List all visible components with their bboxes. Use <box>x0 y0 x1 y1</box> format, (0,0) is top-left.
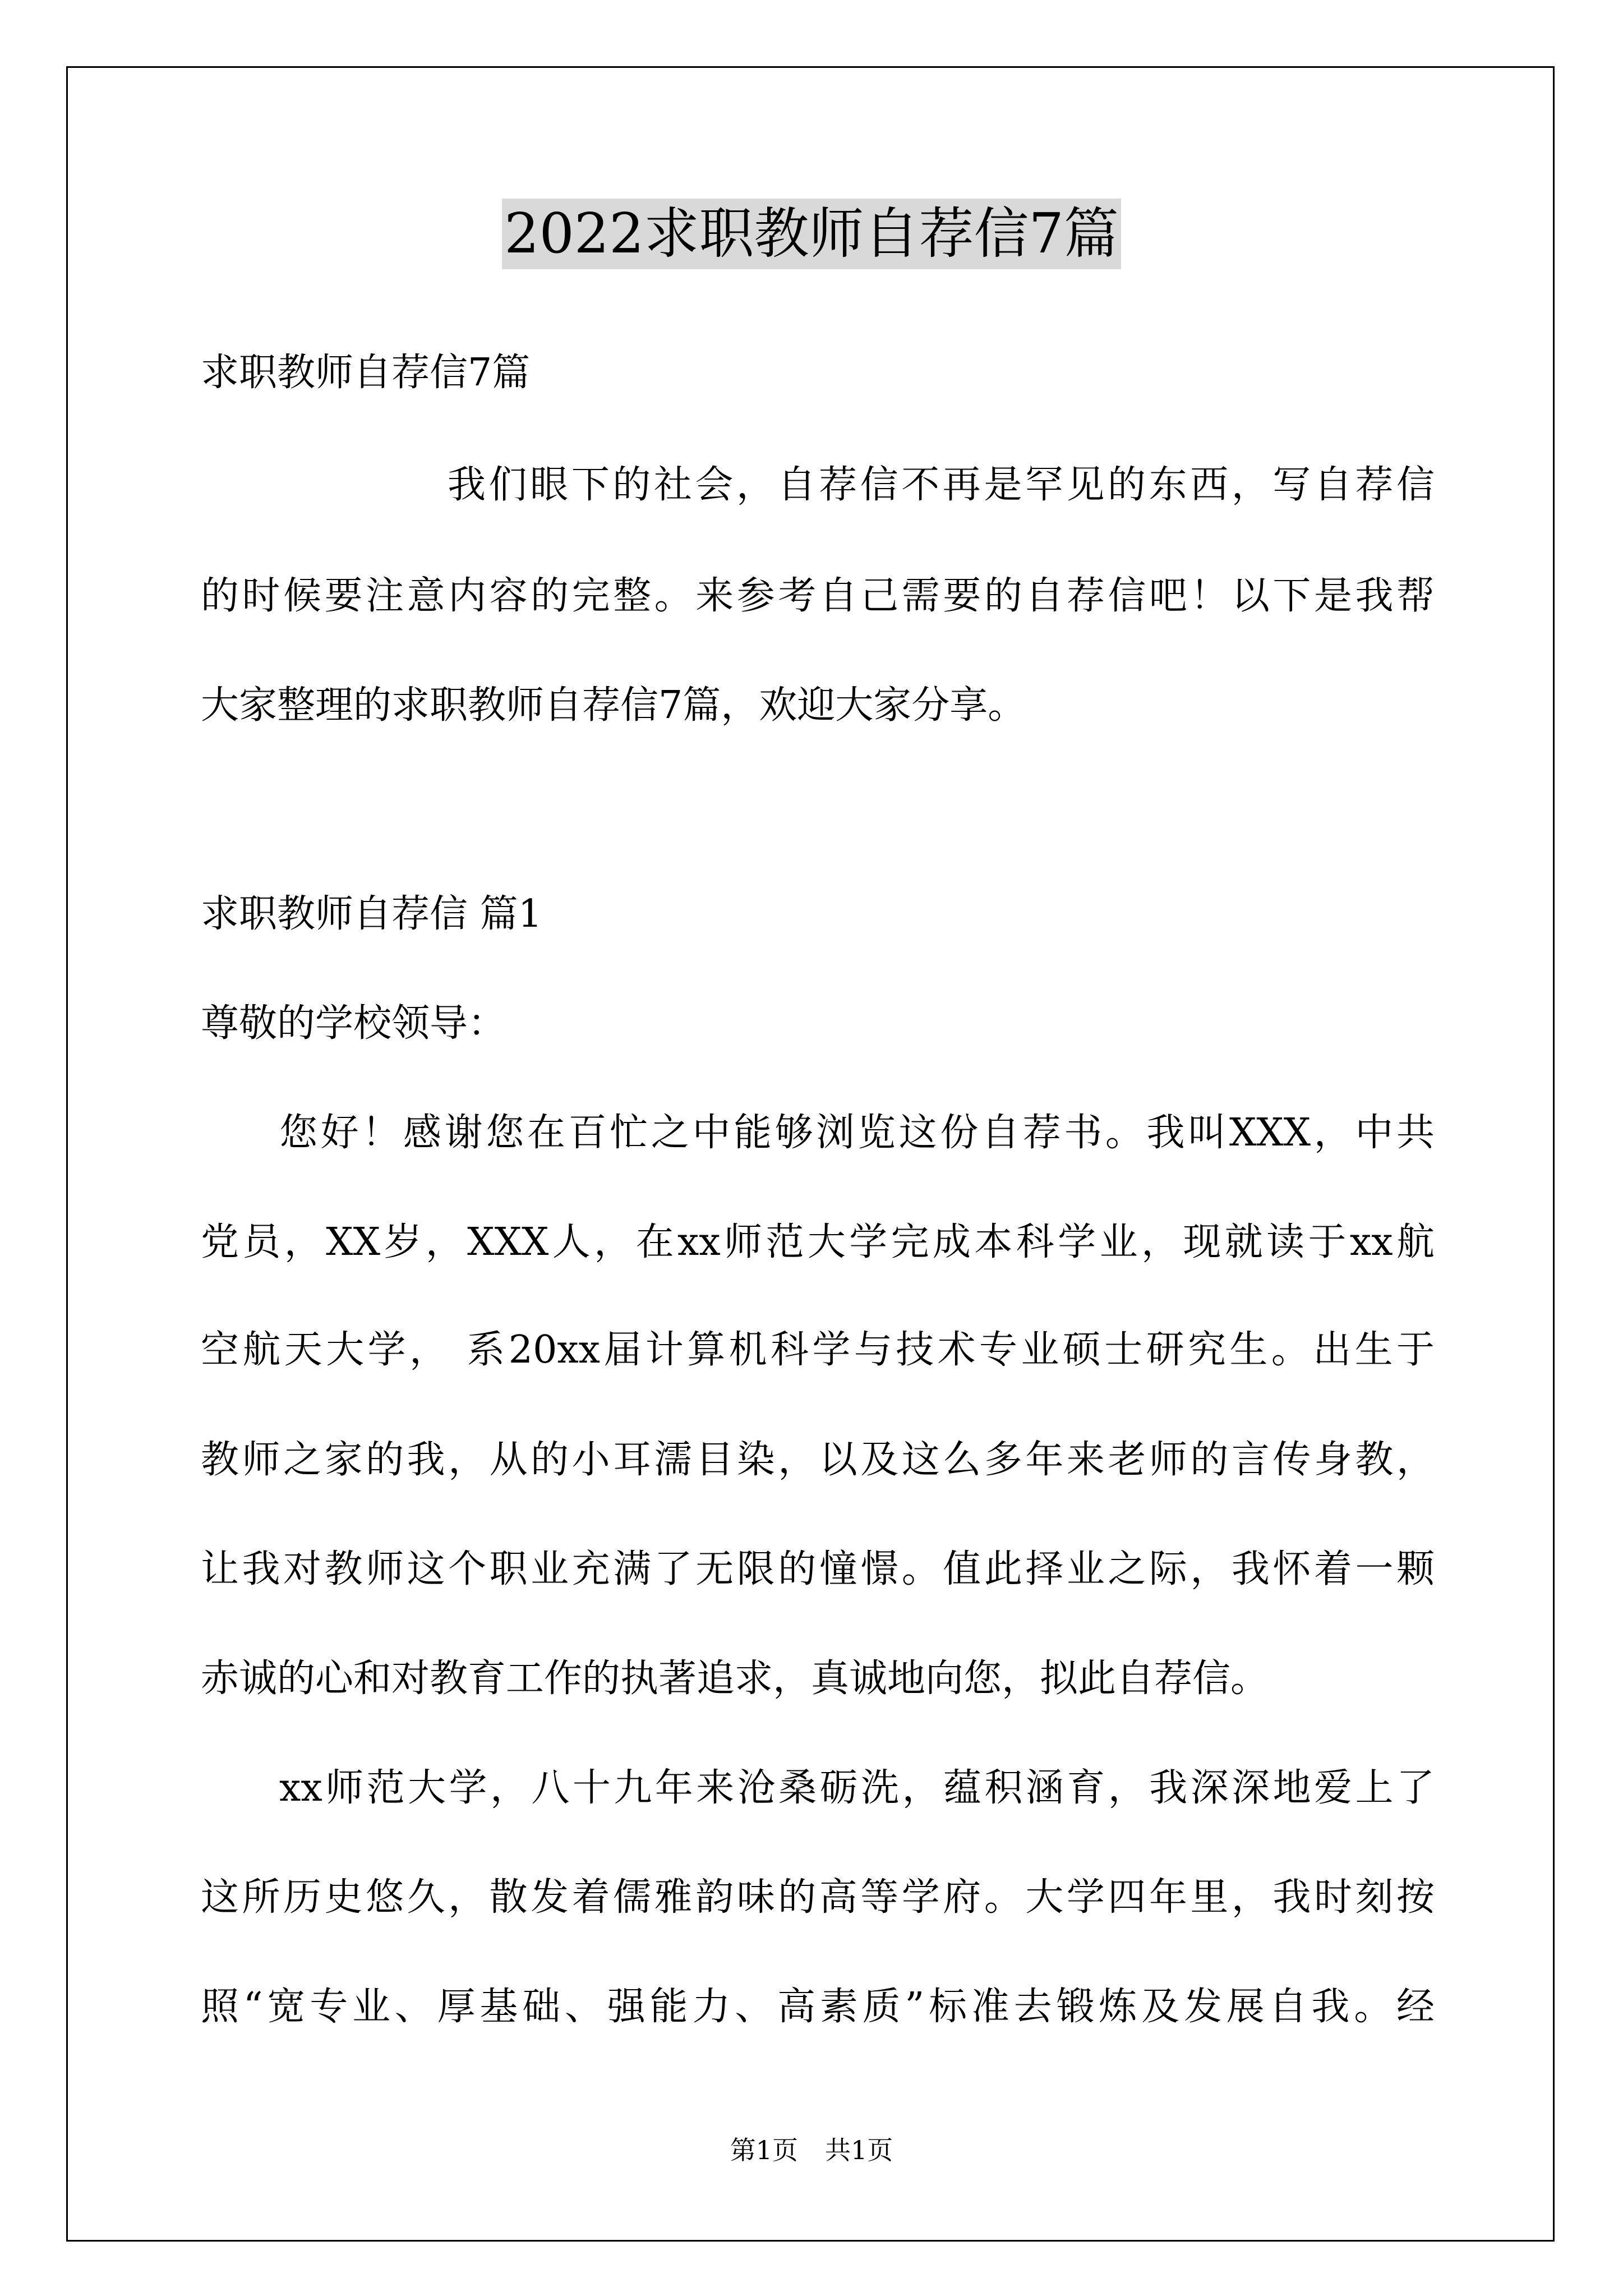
paragraph2-line-1: xx师范大学，八十九年来沧桑砺洗，蕴积涵育，我深深地爱上了 <box>279 1766 1435 1810</box>
document-title-text: 2022求职教师自荐信7篇 <box>502 199 1121 269</box>
section-heading: 求职教师自荐信 篇1 <box>201 892 542 936</box>
paragraph1-line-1: 您好！感谢您在百忙之中能够浏览这份自荐书。我叫XXX，中共 <box>279 1111 1435 1155</box>
paragraph1-line-4: 教师之家的我，从的小耳濡目染，以及这么多年来老师的言传身教， <box>201 1438 1435 1482</box>
salutation: 尊敬的学校领导： <box>201 1001 506 1046</box>
document-subtitle: 求职教师自荐信7篇 <box>201 351 531 395</box>
intro-line-3: 大家整理的求职教师自荐信7篇，欢迎大家分享。 <box>201 683 1026 728</box>
paragraph2-line-3: 照“宽专业、厚基础、强能力、高素质”标准去锻炼及发展自我。经 <box>201 1985 1435 2029</box>
paragraph1-line-6: 赤诚的心和对教育工作的执著追求，真诚地向您，拟此自荐信。 <box>201 1657 1269 1701</box>
paragraph1-line-3: 空航天大学， 系20xx届计算机科学与技术专业硕士研究生。出生于 <box>201 1328 1435 1372</box>
page-total: 共1页 <box>825 2135 893 2165</box>
page-footer <box>0 2133 1623 2167</box>
page-number: 第1页 <box>730 2135 798 2165</box>
intro-line-2: 的时候要注意内容的完整。来参考自己需要的自荐信吧！以下是我帮 <box>201 574 1435 618</box>
document-title <box>0 197 1623 270</box>
paragraph2-line-2: 这所历史悠久，散发着儒雅韵味的高等学府。大学四年里，我时刻按 <box>201 1875 1435 1920</box>
paragraph1-line-2: 党员，XX岁，XXX人，在xx师范大学完成本科学业，现就读于xx航 <box>201 1220 1435 1264</box>
intro-line-1: 我们眼下的社会，自荐信不再是罕见的东西，写自荐信 <box>448 463 1435 507</box>
paragraph1-line-5: 让我对教师这个职业充满了无限的憧憬。值此择业之际，我怀着一颗 <box>201 1547 1435 1591</box>
